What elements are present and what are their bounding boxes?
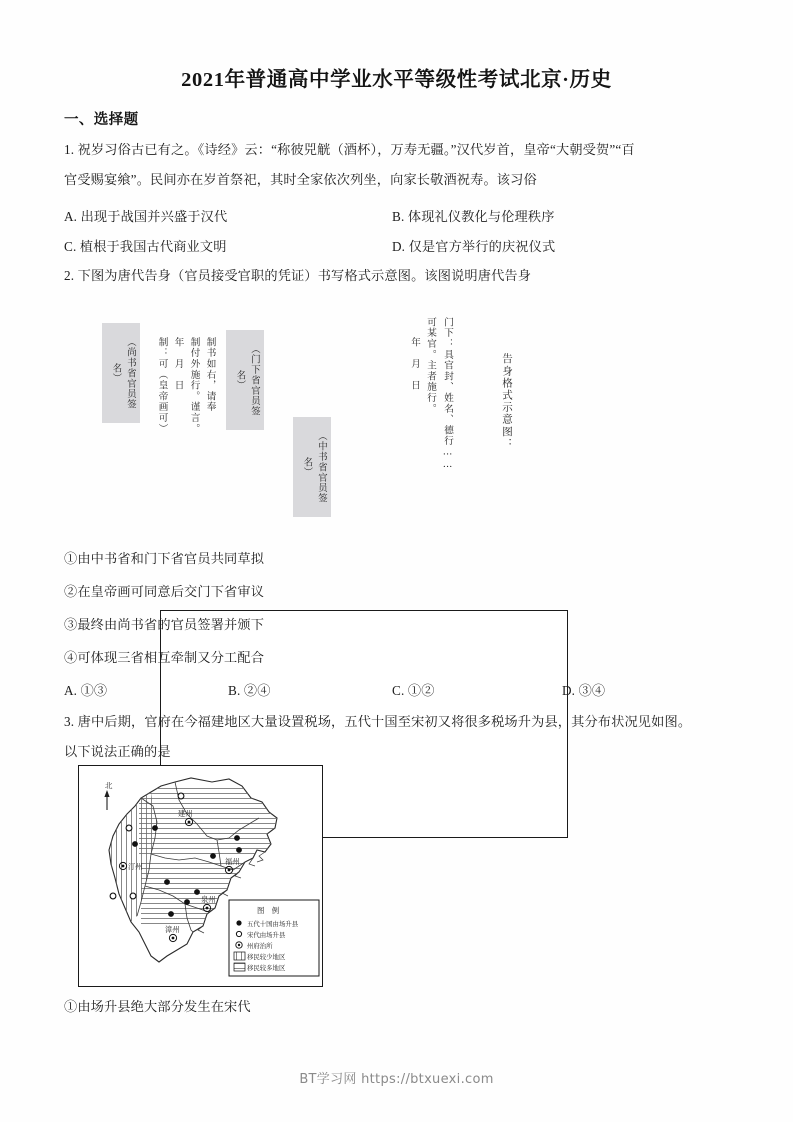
map-label-jianzhou: 建州 — [178, 809, 193, 818]
tang-column-memorial-date: 年 月 日 — [172, 337, 184, 391]
map-label-zhangzhou: 漳州 — [165, 925, 180, 934]
question-3-stem-line-1: 3. 唐中后期，官府在今福建地区大量设置税场，五代十国至宋初又将很多税场升为县，其分布状况见如图。 — [64, 714, 692, 729]
legend-item-prefecture-seat: 州府治所 — [247, 942, 273, 950]
option-text: 出现于战国并兴盛于汉代 — [80, 209, 228, 224]
option-text: 仅是官方举行的庆祝仪式 — [408, 239, 556, 254]
question-1-stem-line-2: 官受赐宴飨”。民间亦在岁首祭祀，其时全家依次列坐，向家长敬酒祝寿。该习俗 — [64, 172, 537, 187]
fujian-tax-station-map — [78, 765, 323, 987]
tang-signature-zhongshu-sheng: （中书省官员签名） — [293, 417, 331, 517]
tang-column-memorial-body: 制书如右，请奉 — [204, 337, 216, 413]
option-label: D. — [392, 239, 406, 254]
option-label: B. — [392, 209, 405, 224]
legend-item-migration-light: 移民较少地区 — [247, 953, 286, 961]
question-2-option-b[interactable] — [228, 680, 271, 699]
question-2-statement-4: ④可体现三省相互牵制又分工配合 — [64, 650, 265, 665]
question-2-option-c[interactable] — [392, 680, 435, 699]
map-label-quanzhou: 泉州 — [201, 895, 216, 904]
option-label: D. — [562, 683, 576, 698]
question-1-option-a[interactable] — [64, 206, 227, 225]
tang-signature-menxia-sheng: （门下省官员签名） — [226, 330, 264, 430]
page-title: 2021年普通高中学业水平等级性考试北京·历史 — [181, 69, 612, 91]
option-text: ③④ — [578, 683, 606, 698]
question-1-option-b[interactable] — [392, 206, 555, 225]
question-1-stem-line-1: 1. 祝岁习俗古已有之。《诗经》云：“称彼兕觥（酒杯），万寿无疆。”汉代岁首，皇帝“大朝受贺”“百 — [64, 142, 635, 157]
legend-title: 图 例 — [257, 906, 280, 915]
option-text: 体现礼仪教化与伦理秩序 — [407, 209, 555, 224]
map-label-fuzhou: 福州 — [225, 857, 240, 866]
legend-item-song: 宋代由场升县 — [247, 931, 286, 939]
option-label: A. — [64, 683, 78, 698]
tang-column-imperial-approval: 制：可（皇帝画可） — [156, 337, 168, 435]
question-3-statement-1: ①由场升县绝大部分发生在宋代 — [64, 999, 251, 1014]
option-label: C. — [392, 683, 405, 698]
question-1-option-c[interactable] — [64, 236, 227, 255]
map-legend — [229, 900, 319, 976]
question-2-statement-3: ③最终由尚书省的官员签署并颁下 — [64, 617, 265, 632]
question-3-stem-line-2: 以下说法正确的是 — [64, 744, 171, 759]
question-2-statement-1: ①由中书省和门下省官员共同草拟 — [64, 551, 265, 566]
option-text: ①② — [407, 683, 435, 698]
tang-figure-caption: 告身格式示意图： — [501, 353, 513, 450]
legend-item-migration-heavy: 移民较多地区 — [247, 964, 286, 972]
north-arrow-label: 北 — [105, 781, 113, 790]
site-watermark: BT学习网 https://btxuexi.com — [299, 1072, 494, 1087]
question-2-option-d[interactable] — [562, 680, 605, 699]
tang-column-edict-date: 年 月 日 — [409, 337, 420, 391]
section-heading-multiple-choice: 一、选择题 — [64, 112, 139, 128]
option-text: 植根于我国古代商业文明 — [79, 239, 227, 254]
option-label: C. — [64, 239, 77, 254]
question-2-statement-2: ②在皇帝画可同意后交门下省审议 — [64, 584, 265, 599]
map-label-tingzhou: 汀州 — [128, 862, 143, 871]
tang-column-edict-appointment: 可某官。主者施行。 — [425, 317, 436, 415]
north-arrow-icon — [104, 780, 113, 810]
tang-gaoshen-figure-wrapper — [80, 305, 550, 533]
option-text: ②④ — [243, 683, 271, 698]
tang-column-memorial-body-2: 制付外施行。谨言。 — [188, 337, 200, 435]
map-svg — [79, 766, 322, 986]
option-text: ①③ — [80, 683, 108, 698]
question-1-option-d[interactable] — [392, 236, 555, 255]
tang-signature-shangshu-sheng: （尚书省官员签名） — [102, 323, 140, 423]
tang-column-edict-opening: 门下：具官封、姓名、德行…… — [442, 317, 453, 471]
question-2-stem-line-1: 2. 下图为唐代告身（官员接受官职的凭证）书写格式示意图。该图说明唐代告身 — [64, 268, 532, 283]
question-2-option-a[interactable] — [64, 680, 107, 699]
option-label: B. — [228, 683, 241, 698]
legend-item-five-dynasties: 五代十国由场升县 — [247, 920, 299, 928]
option-label: A. — [64, 209, 78, 224]
